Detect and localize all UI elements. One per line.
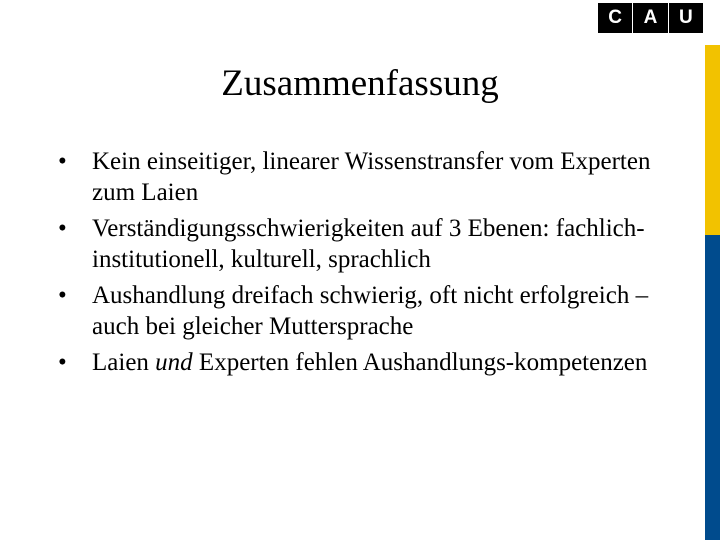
bullet-item bbox=[58, 213, 658, 275]
bullet-text-emphasis: und bbox=[155, 349, 193, 376]
bullet-icon: • bbox=[58, 282, 67, 309]
bullet-icon: • bbox=[58, 215, 67, 242]
bullet-item bbox=[58, 347, 658, 378]
bullet-list bbox=[58, 146, 658, 383]
bullet-item bbox=[58, 280, 658, 342]
bullet-text: Kein einseitiger, linearer Wissenstransfer vom Experten zum Laien bbox=[92, 148, 651, 206]
bullet-item bbox=[58, 146, 658, 208]
cau-logo bbox=[598, 3, 703, 33]
bullet-text: Verständigungsschwierigkeiten auf 3 Ebenen: fachlich-institutionell, kulturell, sprachlich bbox=[92, 215, 645, 273]
accent-stripe-blue bbox=[705, 235, 720, 540]
logo-letter-u: U bbox=[678, 7, 693, 28]
logo-letter-a: A bbox=[643, 7, 658, 28]
bullet-text-post: Experten fehlen Aushandlungs-kompetenzen bbox=[192, 349, 648, 376]
bullet-icon: • bbox=[58, 148, 67, 175]
bullet-text: Aushandlung dreifach schwierig, oft nicht erfolgreich – auch bei gleicher Muttersprache bbox=[92, 282, 649, 340]
slide-title: Zusammenfassung bbox=[221, 63, 499, 104]
bullet-text-pre: Laien bbox=[92, 349, 156, 376]
bullet-icon: • bbox=[58, 349, 67, 376]
logo-letter-c: C bbox=[608, 7, 623, 28]
